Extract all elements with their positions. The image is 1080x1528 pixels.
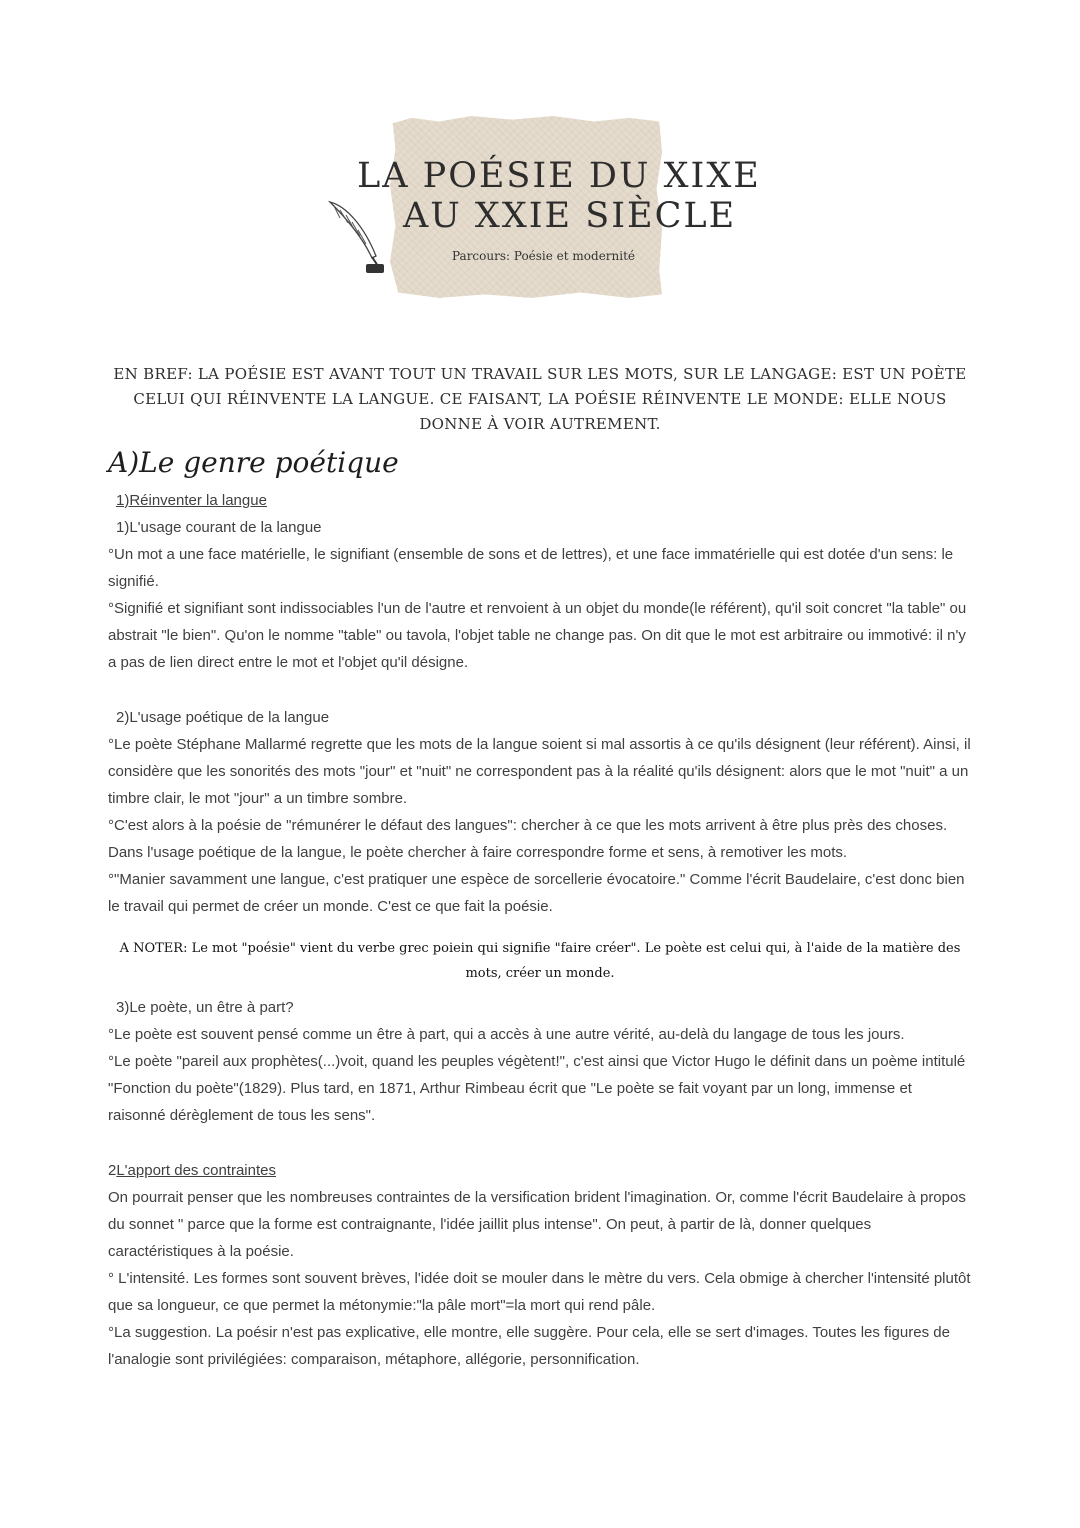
quill-icon	[326, 196, 388, 276]
paragraph: °Le poète "pareil aux prophètes(...)voit, quand les peuples végètent!", c'est ainsi que Victor Hugo le définit dans un poème intitulé "Fonction du poète"(1829). Plus tard, en 1871, Arthur Rimbeau écrit que "Le poète se fait voyant par un long, immense et raisonné dérèglement de tous les sens".	[108, 1053, 966, 1124]
page-subtitle: Parcours: Poésie et modernité	[452, 249, 636, 263]
sub2-heading: 2)L'usage poétique de la langue	[116, 709, 330, 726]
part1-heading: 1)Réinventer la langue	[116, 492, 267, 509]
sub3-heading: 3)Le poète, un être à part?	[116, 999, 294, 1016]
paragraph: ° L'intensité. Les formes sont souvent brèves, l'idée doit se mouler dans le mètre du vers. Cela obmige à chercher l'intensité plutôt que sa longueur, ce que permet la métonymie:"la pâle mort"=la mort qui rend pâle.	[108, 1270, 971, 1314]
paragraph: On pourrait penser que les nombreuses contraintes de la versification brident l'imagination. Or, comme l'écrit Baudelaire à propos du sonnet " parce que la forme est contraignante, l'idée jaillit plus intense". On peut, à partir de là, donner quelques caractéristiques à la poésie.	[108, 1189, 966, 1260]
part2-heading-label: L'apport des contraintes	[116, 1162, 276, 1179]
paragraph: °Le poète Stéphane Mallarmé regrette que les mots de la langue soient si mal assortis à ce qu'ils désignent (leur référent). Ainsi, il considère que les sonorités des mots "jour" et "nuit" ne correspondent pas à la réalité qu'ils désignent: alors que le mot "nuit" a un timbre clair, le mot "jour" a un timbre sombre.	[108, 736, 971, 807]
sub1-heading: 1)L'usage courant de la langue	[116, 519, 322, 536]
paragraph: °C'est alors à la poésie de "rémunérer le défaut des langues": chercher à ce que les mots arrivent à être plus près des choses. Dans l'usage poétique de la langue, le poète chercher à faire correspondre forme et sens, à remotiver les mots.	[108, 817, 948, 861]
intro-summary: EN BREF: LA POÉSIE EST AVANT TOUT UN TRAVAIL SUR LES MOTS, SUR LE LANGAGE: EST UN POÈTE CELUI QUI RÉINVENTE LA LANGUE. CE FAISANT, LA POÉSIE RÉINVENTE LE MONDE: ELLE NOUS DONNE À VOIR AUTREMENT.	[113, 365, 967, 433]
paragraph: °La suggestion. La poésir n'est pas explicative, elle montre, elle suggère. Pour cela, elle se sert d'images. Toutes les figures de l'analogie sont privilégiées: comparaison, métaphore, allégorie, personnification.	[108, 1324, 950, 1368]
paragraph: °Un mot a une face matérielle, le signifiant (ensemble de sons et de lettres), et une face immatérielle qui est dotée d'un sens: le signifié.	[108, 546, 954, 590]
paragraph: °Le poète est souvent pensé comme un être à part, qui a accès à une autre vérité, au-delà du langage de tous les jours.	[108, 1026, 905, 1043]
part2-heading	[108, 1157, 276, 1184]
section-heading: A)Le genre poétique	[108, 446, 399, 479]
page-title-line1: LA POÉSIE DU XIXE	[357, 156, 761, 196]
paragraph: °Signifié et signifiant sont indissociables l'un de l'autre et renvoient à un objet du monde(le référent), qu'il soit concret "la table" ou abstrait "le bien". Qu'on le nomme "table" ou tavola, l'objet table ne change pas. On dit que le mot est arbitraire ou immotivé: il n'y a pas de lien direct entre le mot et l'objet qu'il désigne.	[108, 600, 967, 671]
note-box: A NOTER: Le mot "poésie" vient du verbe grec poiein qui signifie "faire créer". Le poète est celui qui, à l'aide de la matière des mots, créer un monde.	[119, 941, 961, 981]
paragraph: °"Manier savamment une langue, c'est pratiquer une espèce de sorcellerie évocatoire." Comme l'écrit Baudelaire, c'est donc bien le travail qui permet de créer un monde. C'est ce que fait la poésie.	[108, 871, 965, 915]
page-title-line2: AU XXIE SIÈCLE	[403, 196, 737, 236]
part2-heading-number: 2	[108, 1162, 117, 1179]
